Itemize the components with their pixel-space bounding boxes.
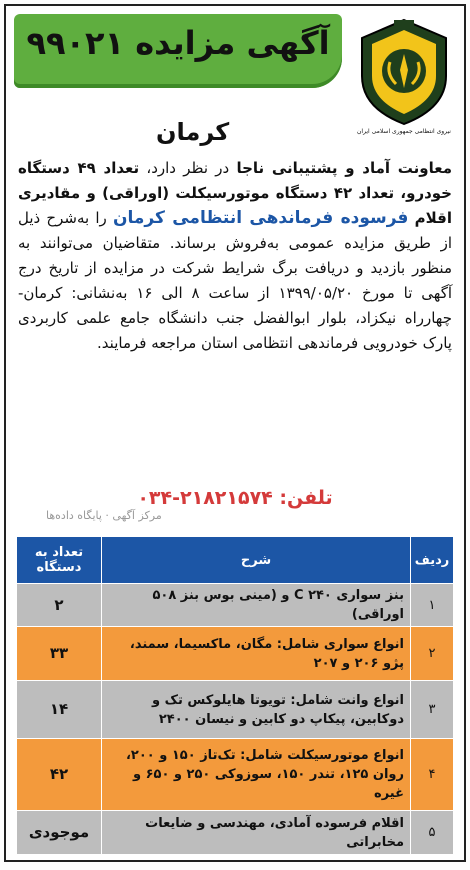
row-count: ۱۴ (17, 681, 102, 739)
row-count: ۴۲ (17, 739, 102, 811)
row-description: انواع سواری شامل: مگان، ماکسیما، سمند، پژو ۲۰۶ و ۲۰۷ (102, 627, 411, 681)
watermark-text: مرکز آگهی · پایگاه داده‌ها (46, 509, 162, 522)
city-title: کرمان (156, 118, 230, 146)
row-number: ۵ (411, 811, 454, 855)
row-count: ۳۳ (17, 627, 102, 681)
row-count: ۲ (17, 584, 102, 627)
row-description: اقلام فرسوده آمادی، مهندسی و ضایعات مخابراتی (102, 811, 411, 855)
police-emblem-icon (354, 16, 454, 128)
row-description: بنز سواری ۲۴۰ C و (مینی بوس بنز ۵۰۸ اوراقی) (102, 584, 411, 627)
intro-text: در نظر دارد، (139, 159, 237, 177)
table-row (17, 739, 454, 811)
items-table (16, 536, 454, 855)
row-number: ۴ (411, 739, 454, 811)
title-banner (14, 14, 342, 88)
phone-number: تلفن: ۲۱۸۲۱۵۷۴-۰۳۴ (137, 487, 333, 509)
table-header (17, 537, 454, 584)
issuer: معاونت آماد و پشتیبانی ناجا (236, 159, 452, 177)
command-name: فرسوده فرماندهی انتظامی کرمان (113, 208, 409, 228)
notice-title: آگهی مزایده ۹۹۰۲۱ (26, 24, 330, 62)
row-number: ۲ (411, 627, 454, 681)
row-description: انواع وانت شامل: تویوتا هایلوکس تک و دوکابین، پیکاپ دو کابین و نیسان ۲۴۰۰ (102, 681, 411, 739)
row-description: انواع موتورسیکلت شامل: تک‌تاز ۱۵۰ و ۲۰۰، روان ۱۲۵، تندر ۱۵۰، سوزوکی ۲۵۰ و ۶۵۰ و غیره (102, 739, 411, 811)
notice-body (18, 156, 452, 356)
auction-notice (4, 4, 466, 862)
row-count: موجودی (17, 811, 102, 855)
table-row (17, 627, 454, 681)
table-row (17, 811, 454, 855)
table-row (17, 584, 454, 627)
header-count: تعداد به دستگاه (17, 537, 102, 584)
emblem-caption: نیروی انتظامی جمهوری اسلامی ایران (357, 128, 451, 135)
row-number: ۱ (411, 584, 454, 627)
header-row: ردیف (411, 537, 454, 584)
notice-details: را به‌شرح ذیل از طریق مزایده عمومی به‌فروش برساند. متقاضیان می‌توانند به منظور بازدید و دریافت برگ شرایط شرکت در مزایده از تاریخ درج آگهی تا مورخ ۱۳۹۹/۰۵/۲۰ از ساعت ۸ الی ۱۶ به‌نشانی: کرمان- چهارراه نیکزاد، بلوار ابوالفضل جنب دانشگاه جامع علمی کاربردی پارک خودرویی فرماندهی انتظامی استان مراجعه فرمایند. (18, 209, 453, 352)
items-summary: تعداد ۴۹ دستگاه خودرو، تعداد ۴۲ دستگاه موتورسیکلت (اوراقی) و مقادیری اقلام (18, 159, 452, 227)
table-row (17, 681, 454, 739)
row-number: ۳ (411, 681, 454, 739)
header-desc: شرح (102, 537, 411, 584)
